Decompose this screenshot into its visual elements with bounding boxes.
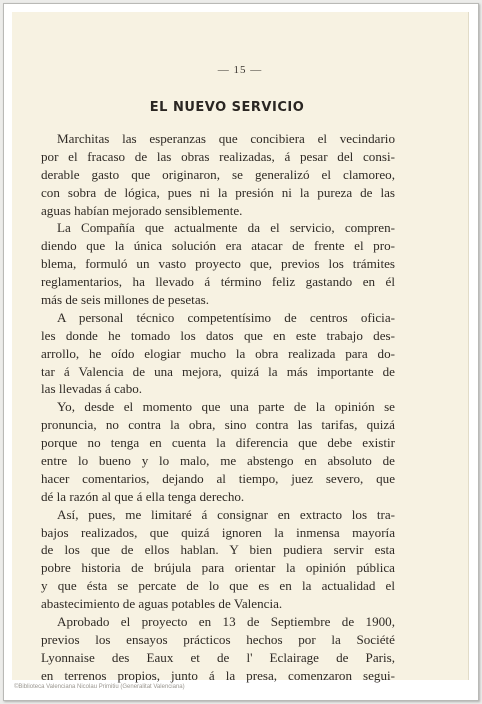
text-line: diendo que la única solución era atacar de frente el pro- (41, 238, 395, 254)
text-line: Marchitas las esperanzas que concibiera el vecindario (57, 131, 395, 146)
text-line: entre lo bueno y lo malo, me abstengo en absoluto de (41, 453, 395, 469)
text-line: derable gasto que originaron, se generalizó el clamoreo, (41, 166, 395, 182)
text-line: porque no tenga en cuenta la diferencia que debe existir (41, 435, 395, 451)
text-line: previos los ensayos prácticos hechos por la Société (41, 631, 395, 647)
text-line: La Compañía que actualmente da el servicio, compren- (57, 220, 395, 236)
text-line: con sobra de lógica, pues ni la presión ni la pureza de las (41, 184, 395, 200)
text-line: abastecimiento de aguas potables de Valencia. (41, 596, 283, 612)
text-line: arrollo, he oído elogiar mucho la obra realizada para do- (41, 345, 395, 361)
text-line: de los que de ellos hablan. Y bien pudiera servir esta (41, 542, 395, 558)
text-line: Así, pues, me limitaré á consignar en extracto los tra- (57, 506, 395, 522)
text-line: por el fracaso de las obras realizadas, á pesar del consi- (41, 148, 395, 164)
text-line: pobre historia de brújula para orientar la opinión pública (41, 560, 395, 576)
text-line: aguas habían mejorado sensiblemente. (41, 202, 243, 218)
text-line: blema, formuló un vasto proyecto que, previos los trámites (41, 256, 395, 272)
text-line: A personal técnico competentísimo de centros oficia- (57, 309, 395, 325)
text-line: Aprobado el proyecto en 13 de Septiembre de 1900, (57, 614, 395, 630)
text-line: hacer comentarios, dejando al tiempo, juez severo, que (41, 470, 395, 486)
text-line: las llevadas á cabo. (41, 381, 143, 397)
book-page (12, 12, 469, 683)
text-line: bajos realizados, que quizá ignoren la inmensa mayoría (41, 524, 395, 540)
text-line: Yo, desde el momento que una parte de la opinión se (57, 399, 395, 415)
page-number: — 15 — (217, 64, 263, 76)
body-text (41, 130, 395, 685)
text-line: pronuncia, no contra la obra, sino contra las tarifas, quizá (41, 417, 395, 433)
section-title: EL NUEVO SERVICIO (149, 100, 305, 115)
text-line: dé la razón al que á ella tenga derecho. (41, 488, 245, 504)
text-line: tar á Valencia de una mejora, quizá la más importante de (41, 363, 395, 379)
page-frame (3, 3, 479, 701)
text-line: más de seis millones de pesetas. (41, 292, 210, 308)
text-line: Lyonnaise des Eaux et de l' Eclairage de Paris, (41, 649, 395, 665)
text-line: les donde he tomado los datos que en este trabajo des- (41, 327, 395, 343)
text-line: reglamentarios, ha llevado á término feliz gastando en él (41, 274, 395, 290)
copyright-footer: ©Biblioteca Valenciana Nicolau Primitiu (Generalitat Valenciana) (14, 684, 185, 690)
text-line: y que ésta se percate de lo que es en la actualidad el (41, 578, 395, 594)
text-line: en terrenos propios, junto á la presa, comenzaron segui- (41, 667, 395, 683)
